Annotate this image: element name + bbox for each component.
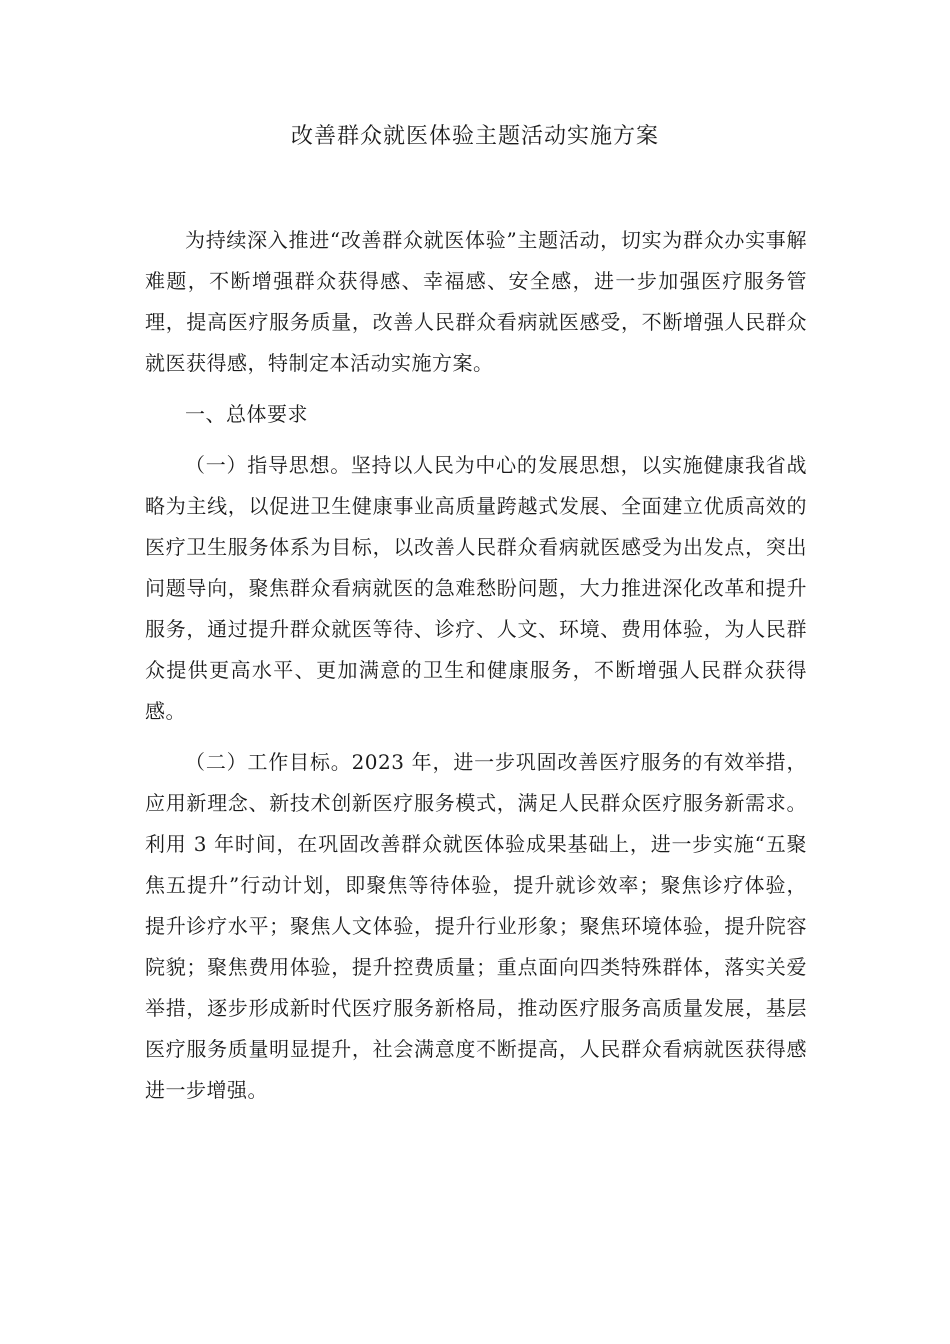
guiding-ideology-paragraph: （一）指导思想。坚持以人民为中心的发展思想，以实施健康我省战略为主线，以促进卫生健康事业高质量跨越式发展、全面建立优质高效的医疗卫生服务体系为目标，以改善人民群众看病就医感受为出发点，突出问题导向，聚焦群众看病就医的急难愁盼问题，大力推进深化改革和提升服务，通过提升群众就医等待、诊疗、人文、环境、费用体验，为人民群众提供更高水平、更加满意的卫生和健康服务，不断增强人民群众获得感。 xyxy=(145,453,807,723)
document-title: 改善群众就医体验主题活动实施方案 xyxy=(290,124,659,149)
work-goals-paragraph: （二）工作目标。2023 年，进一步巩固改善医疗服务的有效举措，应用新理念、新技术创新医疗服务模式，满足人民群众医疗服务新需求。利用 3 年时间，在巩固改善群众就医体验成果基础上，进一步实施“五聚焦五提升”行动计划，即聚焦等待体验，提升就诊效率；聚焦诊疗体验，提升诊疗水平；聚焦人文体验，提升行业形象；聚焦环境体验，提升院容院貌；聚焦费用体验，提升控费质量；重点面向四类特殊群体，落实关爱举措，逐步形成新时代医疗服务新格局，推动医疗服务高质量发展，基层医疗服务质量明显提升，社会满意度不断提高，人民群众看病就医获得感进一步增强。 xyxy=(145,750,807,1102)
intro-paragraph: 为持续深入推进“改善群众就医体验”主题活动，切实为群众办实事解难题，不断增强群众获得感、幸福感、安全感，进一步加强医疗服务管理，提高医疗服务质量，改善人民群众看病就医感受，不断增强人民群众就医获得感，特制定本活动实施方案。 xyxy=(145,228,807,375)
section-heading-general-requirements: 一、总体要求 xyxy=(185,402,308,426)
document-body xyxy=(145,220,807,1111)
